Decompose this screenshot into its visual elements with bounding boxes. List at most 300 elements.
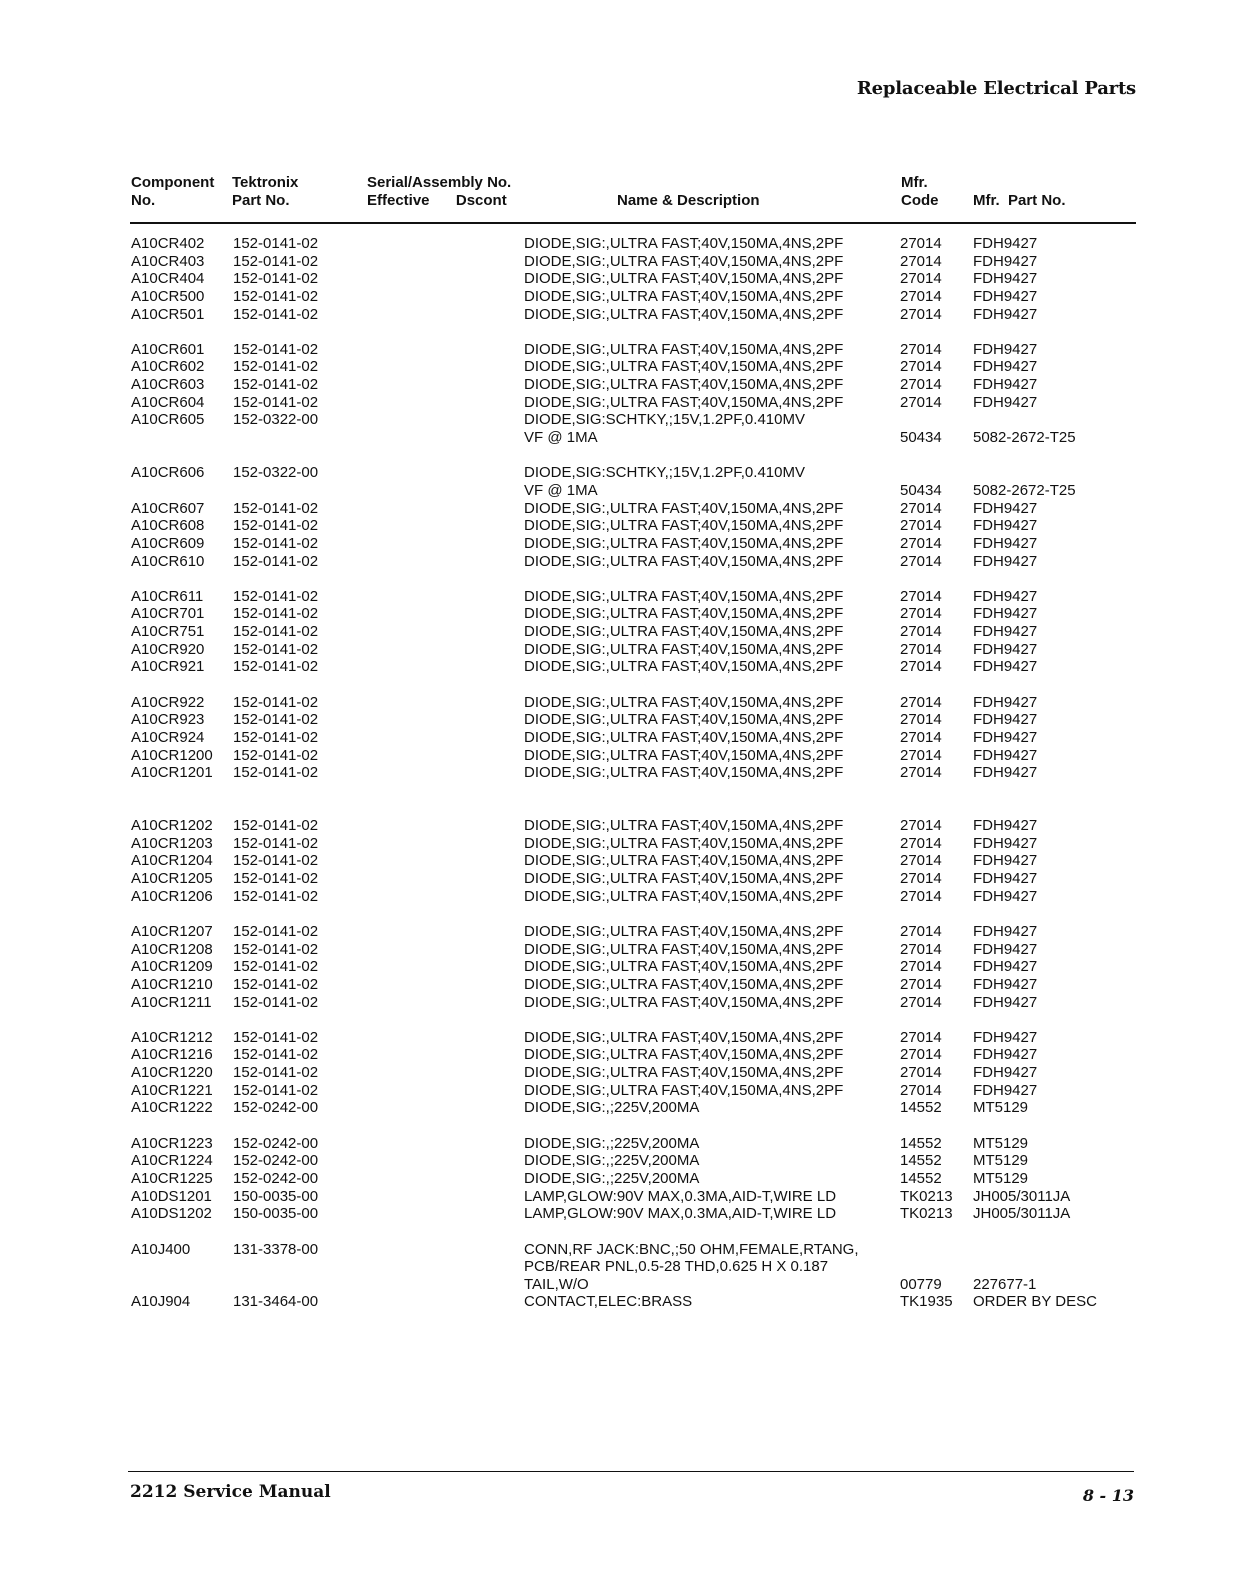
- cell-tektronix-part-no: 152-0141-02: [233, 693, 319, 711]
- cell-component-no: A10CR1211: [131, 993, 212, 1011]
- cell-name-description: DIODE,SIG:,ULTRA FAST;40V,150MA,4NS,2PF: [524, 693, 844, 711]
- table-row: [0, 588, 1236, 606]
- cell-tektronix-part-no: 152-0141-02: [233, 834, 319, 852]
- cell-name-description: PCB/REAR PNL,0.5-28 THD,0.625 H X 0.187: [524, 1258, 829, 1276]
- page-title: Replaceable Electrical Parts: [856, 78, 1136, 99]
- cell-name-description: DIODE,SIG:,ULTRA FAST;40V,150MA,4NS,2PF: [524, 499, 844, 517]
- cell-mfr-code: 50434: [900, 429, 942, 447]
- cell-component-no: A10CR1209: [131, 958, 213, 976]
- cell-mfr-code: 27014: [900, 587, 942, 605]
- cell-component-no: A10CR751: [131, 623, 205, 641]
- cell-name-description: DIODE,SIG:,;225V,200MA: [524, 1099, 700, 1117]
- table-row: [0, 764, 1236, 782]
- cell-name-description: LAMP,GLOW:90V MAX,0.3MA,AID-T,WIRE LD: [524, 1205, 837, 1223]
- cell-tektronix-part-no: 131-3378-00: [233, 1240, 319, 1258]
- cell-mfr-code: 27014: [900, 640, 942, 658]
- cell-name-description: DIODE,SIG:,ULTRA FAST;40V,150MA,4NS,2PF: [524, 376, 844, 394]
- cell-tektronix-part-no: 152-0242-00: [233, 1099, 319, 1117]
- cell-component-no: A10CR1202: [131, 817, 213, 835]
- cell-name-description: DIODE,SIG:,ULTRA FAST;40V,150MA,4NS,2PF: [524, 305, 844, 323]
- cell-mfr-code: 27014: [900, 517, 942, 535]
- table-row: [0, 253, 1236, 271]
- cell-component-no: A10CR921: [131, 658, 205, 676]
- cell-component-no: A10CR1220: [131, 1064, 213, 1082]
- cell-name-description: DIODE,SIG:,ULTRA FAST;40V,150MA,4NS,2PF: [524, 728, 844, 746]
- cell-mfr-code: TK1935: [900, 1293, 953, 1311]
- cell-mfr-part-no: FDH9427: [973, 834, 1038, 852]
- cell-tektronix-part-no: 152-0141-02: [233, 623, 319, 641]
- cell-name-description: VF @ 1MA: [524, 429, 598, 447]
- cell-name-description: DIODE,SIG:,ULTRA FAST;40V,150MA,4NS,2PF: [524, 1028, 844, 1046]
- cell-mfr-code: 27014: [900, 305, 942, 323]
- cell-tektronix-part-no: 152-0141-02: [233, 287, 319, 305]
- cell-name-description: DIODE,SIG:,ULTRA FAST;40V,150MA,4NS,2PF: [524, 940, 844, 958]
- cell-component-no: A10CR1223: [131, 1134, 213, 1152]
- cell-mfr-code: 27014: [900, 552, 942, 570]
- cell-mfr-code: 27014: [900, 393, 942, 411]
- cell-mfr-code: TK0213: [900, 1187, 953, 1205]
- cell-mfr-part-no: FDH9427: [973, 376, 1038, 394]
- cell-mfr-code: 14552: [900, 1169, 942, 1187]
- cell-mfr-code: 27014: [900, 870, 942, 888]
- cell-mfr-code: 27014: [900, 252, 942, 270]
- col-head-tektronix-l2: Part No.: [232, 192, 290, 209]
- cell-component-no: A10CR1210: [131, 975, 213, 993]
- cell-mfr-code: 27014: [900, 834, 942, 852]
- cell-name-description: DIODE,SIG:,ULTRA FAST;40V,150MA,4NS,2PF: [524, 1064, 844, 1082]
- col-head-tektronix-l1: Tektronix: [232, 174, 299, 191]
- cell-component-no: A10CR1212: [131, 1028, 213, 1046]
- cell-component-no: A10CR601: [131, 340, 205, 358]
- table-row: [0, 411, 1236, 429]
- cell-tektronix-part-no: 152-0141-02: [233, 817, 319, 835]
- cell-mfr-part-no: FDH9427: [973, 887, 1038, 905]
- cell-mfr-part-no: FDH9427: [973, 358, 1038, 376]
- cell-tektronix-part-no: 152-0322-00: [233, 411, 319, 429]
- cell-tektronix-part-no: 152-0141-02: [233, 975, 319, 993]
- cell-tektronix-part-no: 152-0141-02: [233, 235, 319, 252]
- cell-name-description: CONN,RF JACK:BNC,;50 OHM,FEMALE,RTANG,: [524, 1240, 859, 1258]
- cell-tektronix-part-no: 152-0141-02: [233, 499, 319, 517]
- cell-mfr-part-no: FDH9427: [973, 746, 1038, 764]
- cell-tektronix-part-no: 152-0141-02: [233, 993, 319, 1011]
- row-spacer: [0, 447, 1236, 465]
- table-row: [0, 1099, 1236, 1117]
- cell-name-description: LAMP,GLOW:90V MAX,0.3MA,AID-T,WIRE LD: [524, 1187, 837, 1205]
- cell-name-description: DIODE,SIG:,ULTRA FAST;40V,150MA,4NS,2PF: [524, 1046, 844, 1064]
- cell-tektronix-part-no: 152-0141-02: [233, 393, 319, 411]
- cell-component-no: A10CR402: [131, 235, 205, 252]
- cell-component-no: A10DS1202: [131, 1205, 212, 1223]
- row-spacer: [0, 570, 1236, 588]
- cell-mfr-code: 14552: [900, 1099, 942, 1117]
- cell-name-description: DIODE,SIG:,ULTRA FAST;40V,150MA,4NS,2PF: [524, 975, 844, 993]
- table-row: [0, 976, 1236, 994]
- cell-tektronix-part-no: 152-0141-02: [233, 1081, 319, 1099]
- cell-component-no: A10CR1200: [131, 746, 213, 764]
- cell-component-no: A10CR608: [131, 517, 205, 535]
- parts-table: [0, 235, 1236, 1311]
- cell-mfr-code: 27014: [900, 852, 942, 870]
- cell-mfr-part-no: FDH9427: [973, 287, 1038, 305]
- cell-tektronix-part-no: 152-0141-02: [233, 587, 319, 605]
- cell-tektronix-part-no: 152-0322-00: [233, 464, 319, 482]
- cell-mfr-part-no: FDH9427: [973, 728, 1038, 746]
- table-row: [0, 923, 1236, 941]
- cell-mfr-code: 27014: [900, 764, 942, 782]
- table-row: [0, 270, 1236, 288]
- cell-name-description: DIODE,SIG:,ULTRA FAST;40V,150MA,4NS,2PF: [524, 358, 844, 376]
- cell-component-no: A10CR922: [131, 693, 205, 711]
- cell-tektronix-part-no: 152-0141-02: [233, 270, 319, 288]
- table-row: [0, 288, 1236, 306]
- cell-mfr-code: 14552: [900, 1152, 942, 1170]
- row-spacer: [0, 323, 1236, 341]
- cell-name-description: DIODE,SIG:,ULTRA FAST;40V,150MA,4NS,2PF: [524, 658, 844, 676]
- table-row: [0, 835, 1236, 853]
- cell-tektronix-part-no: 152-0141-02: [233, 1064, 319, 1082]
- footer-divider: [128, 1471, 1134, 1472]
- cell-mfr-code: 27014: [900, 534, 942, 552]
- cell-mfr-code: 27014: [900, 693, 942, 711]
- table-row: [0, 729, 1236, 747]
- cell-mfr-code: 27014: [900, 1064, 942, 1082]
- cell-tektronix-part-no: 152-0141-02: [233, 711, 319, 729]
- cell-mfr-code: 27014: [900, 1028, 942, 1046]
- cell-name-description: DIODE,SIG:,ULTRA FAST;40V,150MA,4NS,2PF: [524, 764, 844, 782]
- table-row: [0, 658, 1236, 676]
- cell-tektronix-part-no: 152-0141-02: [233, 340, 319, 358]
- table-row: [0, 1293, 1236, 1311]
- col-head-component-l1: Component: [131, 174, 215, 191]
- col-head-effective: Effective: [367, 192, 430, 209]
- cell-mfr-part-no: FDH9427: [973, 940, 1038, 958]
- cell-name-description: DIODE,SIG:,ULTRA FAST;40V,150MA,4NS,2PF: [524, 887, 844, 905]
- cell-component-no: A10CR1201: [131, 764, 213, 782]
- cell-tektronix-part-no: 152-0141-02: [233, 658, 319, 676]
- table-row: [0, 394, 1236, 412]
- cell-mfr-code: 27014: [900, 975, 942, 993]
- table-row: [0, 535, 1236, 553]
- cell-mfr-code: TK0213: [900, 1205, 953, 1223]
- cell-tektronix-part-no: 152-0141-02: [233, 605, 319, 623]
- cell-mfr-part-no: FDH9427: [973, 852, 1038, 870]
- col-head-mfr-code-l2: Code: [901, 192, 939, 209]
- cell-tektronix-part-no: 152-0141-02: [233, 887, 319, 905]
- cell-name-description: VF @ 1MA: [524, 481, 598, 499]
- cell-component-no: A10J400: [131, 1240, 191, 1258]
- cell-component-no: A10CR603: [131, 376, 205, 394]
- cell-mfr-code: 27014: [900, 358, 942, 376]
- col-head-dscont: Dscont: [455, 192, 507, 209]
- table-row: [0, 941, 1236, 959]
- cell-mfr-part-no: JH005/3011JA: [973, 1205, 1071, 1223]
- cell-mfr-part-no: FDH9427: [973, 235, 1038, 252]
- cell-mfr-part-no: JH005/3011JA: [973, 1187, 1071, 1205]
- table-row: [0, 235, 1236, 253]
- cell-name-description: DIODE,SIG:,;225V,200MA: [524, 1152, 700, 1170]
- col-head-component-l2: No.: [131, 192, 156, 209]
- col-head-mfr-part: Mfr. Part No.: [973, 192, 1066, 209]
- cell-mfr-part-no: FDH9427: [973, 993, 1038, 1011]
- cell-mfr-part-no: FDH9427: [973, 534, 1038, 552]
- row-spacer: [0, 782, 1236, 800]
- cell-mfr-part-no: FDH9427: [973, 658, 1038, 676]
- cell-mfr-part-no: 5082-2672-T25: [973, 481, 1076, 499]
- cell-mfr-code: 27014: [900, 605, 942, 623]
- cell-name-description: DIODE,SIG:SCHTKY,;15V,1.2PF,0.410MV: [524, 411, 805, 429]
- cell-mfr-code: 50434: [900, 481, 942, 499]
- cell-component-no: A10CR1207: [131, 922, 213, 940]
- cell-mfr-code: 27014: [900, 1046, 942, 1064]
- table-row: [0, 1135, 1236, 1153]
- row-spacer: [0, 905, 1236, 923]
- cell-mfr-part-no: FDH9427: [973, 1081, 1038, 1099]
- header-divider: [130, 222, 1136, 224]
- cell-tektronix-part-no: 150-0035-00: [233, 1187, 319, 1205]
- cell-mfr-code: 27014: [900, 817, 942, 835]
- cell-mfr-code: 27014: [900, 746, 942, 764]
- cell-mfr-code: 27014: [900, 887, 942, 905]
- cell-name-description: DIODE,SIG:,ULTRA FAST;40V,150MA,4NS,2PF: [524, 817, 844, 835]
- cell-name-description: CONTACT,ELEC:BRASS: [524, 1293, 693, 1311]
- cell-mfr-part-no: FDH9427: [973, 623, 1038, 641]
- cell-component-no: A10CR404: [131, 270, 205, 288]
- table-row: [0, 376, 1236, 394]
- cell-tektronix-part-no: 152-0141-02: [233, 640, 319, 658]
- cell-component-no: A10CR1204: [131, 852, 213, 870]
- table-row: [0, 1029, 1236, 1047]
- cell-mfr-part-no: FDH9427: [973, 499, 1038, 517]
- cell-component-no: A10CR1203: [131, 834, 213, 852]
- cell-mfr-code: 27014: [900, 940, 942, 958]
- cell-mfr-part-no: FDH9427: [973, 587, 1038, 605]
- cell-mfr-code: 27014: [900, 711, 942, 729]
- cell-component-no: A10CR1225: [131, 1169, 213, 1187]
- col-head-mfr-code-l1: Mfr.: [901, 174, 928, 191]
- table-row: [0, 553, 1236, 571]
- table-row: [0, 1205, 1236, 1223]
- cell-tektronix-part-no: 131-3464-00: [233, 1293, 319, 1311]
- table-row: [0, 1064, 1236, 1082]
- cell-tektronix-part-no: 152-0141-02: [233, 376, 319, 394]
- col-head-name-description: Name & Description: [617, 192, 760, 209]
- table-row: [0, 605, 1236, 623]
- col-head-tektronix: [232, 174, 298, 210]
- table-row: [0, 464, 1236, 482]
- cell-tektronix-part-no: 152-0141-02: [233, 870, 319, 888]
- cell-mfr-code: 14552: [900, 1134, 942, 1152]
- cell-component-no: A10CR606: [131, 464, 205, 482]
- cell-mfr-part-no: FDH9427: [973, 552, 1038, 570]
- cell-name-description: DIODE,SIG:,ULTRA FAST;40V,150MA,4NS,2PF: [524, 552, 844, 570]
- cell-name-description: DIODE,SIG:,ULTRA FAST;40V,150MA,4NS,2PF: [524, 605, 844, 623]
- cell-name-description: DIODE,SIG:,ULTRA FAST;40V,150MA,4NS,2PF: [524, 270, 844, 288]
- cell-component-no: A10CR924: [131, 728, 205, 746]
- table-row: [0, 1258, 1236, 1276]
- cell-mfr-part-no: FDH9427: [973, 640, 1038, 658]
- cell-tektronix-part-no: 152-0141-02: [233, 940, 319, 958]
- cell-component-no: A10CR1206: [131, 887, 213, 905]
- cell-component-no: A10CR701: [131, 605, 205, 623]
- cell-mfr-part-no: FDH9427: [973, 693, 1038, 711]
- cell-mfr-part-no: FDH9427: [973, 517, 1038, 535]
- col-head-serial-l1: Serial/Assembly No.: [367, 174, 512, 191]
- cell-name-description: DIODE,SIG:,;225V,200MA: [524, 1134, 700, 1152]
- col-head-serial-l2: [367, 192, 511, 210]
- row-spacer: [0, 1223, 1236, 1241]
- cell-name-description: DIODE,SIG:,ULTRA FAST;40V,150MA,4NS,2PF: [524, 287, 844, 305]
- footer-page-number: 8 - 13: [1082, 1486, 1134, 1505]
- table-row: [0, 817, 1236, 835]
- cell-component-no: A10CR1224: [131, 1152, 213, 1170]
- cell-tektronix-part-no: 152-0141-02: [233, 1046, 319, 1064]
- row-spacer: [0, 1117, 1236, 1135]
- cell-mfr-code: 27014: [900, 658, 942, 676]
- cell-mfr-part-no: MT5129: [973, 1152, 1029, 1170]
- cell-component-no: A10CR501: [131, 305, 205, 323]
- table-row: [0, 429, 1236, 447]
- table-row: [0, 1276, 1236, 1294]
- cell-tektronix-part-no: 152-0141-02: [233, 958, 319, 976]
- cell-name-description: DIODE,SIG:,ULTRA FAST;40V,150MA,4NS,2PF: [524, 1081, 844, 1099]
- cell-name-description: DIODE,SIG:,ULTRA FAST;40V,150MA,4NS,2PF: [524, 623, 844, 641]
- cell-name-description: DIODE,SIG:,ULTRA FAST;40V,150MA,4NS,2PF: [524, 958, 844, 976]
- cell-mfr-part-no: FDH9427: [973, 817, 1038, 835]
- cell-component-no: A10CR403: [131, 252, 205, 270]
- cell-mfr-part-no: FDH9427: [973, 605, 1038, 623]
- cell-mfr-part-no: FDH9427: [973, 870, 1038, 888]
- cell-mfr-part-no: FDH9427: [973, 975, 1038, 993]
- cell-mfr-part-no: FDH9427: [973, 958, 1038, 976]
- cell-mfr-part-no: 227677-1: [973, 1275, 1037, 1293]
- cell-component-no: A10DS1201: [131, 1187, 212, 1205]
- table-row: [0, 641, 1236, 659]
- row-spacer: [0, 1011, 1236, 1029]
- cell-name-description: DIODE,SIG:,ULTRA FAST;40V,150MA,4NS,2PF: [524, 834, 844, 852]
- table-row: [0, 747, 1236, 765]
- cell-name-description: DIODE,SIG:,ULTRA FAST;40V,150MA,4NS,2PF: [524, 922, 844, 940]
- cell-tektronix-part-no: 152-0141-02: [233, 552, 319, 570]
- cell-name-description: DIODE,SIG:,ULTRA FAST;40V,150MA,4NS,2PF: [524, 711, 844, 729]
- cell-mfr-part-no: FDH9427: [973, 340, 1038, 358]
- cell-tektronix-part-no: 152-0141-02: [233, 358, 319, 376]
- cell-name-description: DIODE,SIG:,ULTRA FAST;40V,150MA,4NS,2PF: [524, 534, 844, 552]
- cell-component-no: A10CR1216: [131, 1046, 213, 1064]
- cell-mfr-code: 27014: [900, 376, 942, 394]
- cell-name-description: DIODE,SIG:,ULTRA FAST;40V,150MA,4NS,2PF: [524, 640, 844, 658]
- cell-tektronix-part-no: 152-0141-02: [233, 746, 319, 764]
- table-row: [0, 1170, 1236, 1188]
- table-row: [0, 1241, 1236, 1259]
- col-head-component: [131, 174, 214, 210]
- cell-mfr-part-no: ORDER BY DESC: [973, 1293, 1097, 1311]
- cell-component-no: A10CR607: [131, 499, 205, 517]
- cell-name-description: DIODE,SIG:,ULTRA FAST;40V,150MA,4NS,2PF: [524, 517, 844, 535]
- table-row: [0, 306, 1236, 324]
- footer-manual-title: 2212 Service Manual: [130, 1482, 331, 1502]
- cell-component-no: A10CR610: [131, 552, 205, 570]
- table-row: [0, 500, 1236, 518]
- cell-component-no: A10CR605: [131, 411, 205, 429]
- table-row: [0, 623, 1236, 641]
- cell-mfr-part-no: FDH9427: [973, 1028, 1038, 1046]
- cell-mfr-part-no: FDH9427: [973, 1064, 1038, 1082]
- table-row: [0, 1152, 1236, 1170]
- cell-tektronix-part-no: 152-0141-02: [233, 764, 319, 782]
- cell-mfr-code: 27014: [900, 499, 942, 517]
- cell-mfr-code: 27014: [900, 287, 942, 305]
- row-spacer: [0, 800, 1236, 818]
- table-row: [0, 1082, 1236, 1100]
- cell-mfr-code: 27014: [900, 1081, 942, 1099]
- cell-name-description: DIODE,SIG:,ULTRA FAST;40V,150MA,4NS,2PF: [524, 252, 844, 270]
- cell-name-description: DIODE,SIG:,ULTRA FAST;40V,150MA,4NS,2PF: [524, 852, 844, 870]
- table-row: [0, 1046, 1236, 1064]
- cell-name-description: DIODE,SIG:,ULTRA FAST;40V,150MA,4NS,2PF: [524, 746, 844, 764]
- table-row: [0, 517, 1236, 535]
- cell-mfr-code: 27014: [900, 340, 942, 358]
- cell-mfr-code: 27014: [900, 623, 942, 641]
- cell-mfr-code: 27014: [900, 958, 942, 976]
- cell-tektronix-part-no: 152-0141-02: [233, 922, 319, 940]
- cell-mfr-code: 27014: [900, 728, 942, 746]
- cell-component-no: A10CR1208: [131, 940, 213, 958]
- cell-mfr-code: 00779: [900, 1275, 942, 1293]
- cell-mfr-code: 27014: [900, 270, 942, 288]
- cell-tektronix-part-no: 152-0141-02: [233, 852, 319, 870]
- cell-mfr-part-no: 5082-2672-T25: [973, 429, 1076, 447]
- table-row: [0, 958, 1236, 976]
- cell-tektronix-part-no: 152-0242-00: [233, 1134, 319, 1152]
- cell-name-description: DIODE,SIG:,ULTRA FAST;40V,150MA,4NS,2PF: [524, 870, 844, 888]
- cell-mfr-part-no: FDH9427: [973, 711, 1038, 729]
- cell-name-description: DIODE,SIG:,ULTRA FAST;40V,150MA,4NS,2PF: [524, 235, 844, 252]
- table-row: [0, 852, 1236, 870]
- cell-mfr-part-no: MT5129: [973, 1134, 1029, 1152]
- cell-mfr-code: 27014: [900, 993, 942, 1011]
- cell-mfr-part-no: MT5129: [973, 1169, 1029, 1187]
- cell-name-description: DIODE,SIG:,ULTRA FAST;40V,150MA,4NS,2PF: [524, 393, 844, 411]
- table-row: [0, 341, 1236, 359]
- cell-tektronix-part-no: 152-0141-02: [233, 305, 319, 323]
- cell-tektronix-part-no: 152-0141-02: [233, 1028, 319, 1046]
- cell-name-description: DIODE,SIG:,ULTRA FAST;40V,150MA,4NS,2PF: [524, 340, 844, 358]
- cell-component-no: A10CR1205: [131, 870, 213, 888]
- cell-name-description: DIODE,SIG:,ULTRA FAST;40V,150MA,4NS,2PF: [524, 587, 844, 605]
- cell-tektronix-part-no: 152-0141-02: [233, 517, 319, 535]
- cell-name-description: TAIL,W/O: [524, 1275, 589, 1293]
- cell-mfr-part-no: FDH9427: [973, 1046, 1038, 1064]
- table-row: [0, 358, 1236, 376]
- col-head-serial: [367, 174, 511, 210]
- cell-component-no: A10CR611: [131, 587, 204, 605]
- table-row: [0, 1188, 1236, 1206]
- table-row: [0, 711, 1236, 729]
- table-row: [0, 482, 1236, 500]
- cell-component-no: A10CR1221: [131, 1081, 213, 1099]
- cell-component-no: A10CR602: [131, 358, 205, 376]
- cell-component-no: A10CR604: [131, 393, 205, 411]
- cell-component-no: A10CR1222: [131, 1099, 213, 1117]
- cell-component-no: A10CR923: [131, 711, 205, 729]
- cell-name-description: DIODE,SIG:SCHTKY,;15V,1.2PF,0.410MV: [524, 464, 805, 482]
- cell-component-no: A10CR500: [131, 287, 205, 305]
- cell-mfr-part-no: MT5129: [973, 1099, 1029, 1117]
- cell-name-description: DIODE,SIG:,ULTRA FAST;40V,150MA,4NS,2PF: [524, 993, 844, 1011]
- cell-tektronix-part-no: 152-0141-02: [233, 728, 319, 746]
- cell-mfr-part-no: FDH9427: [973, 764, 1038, 782]
